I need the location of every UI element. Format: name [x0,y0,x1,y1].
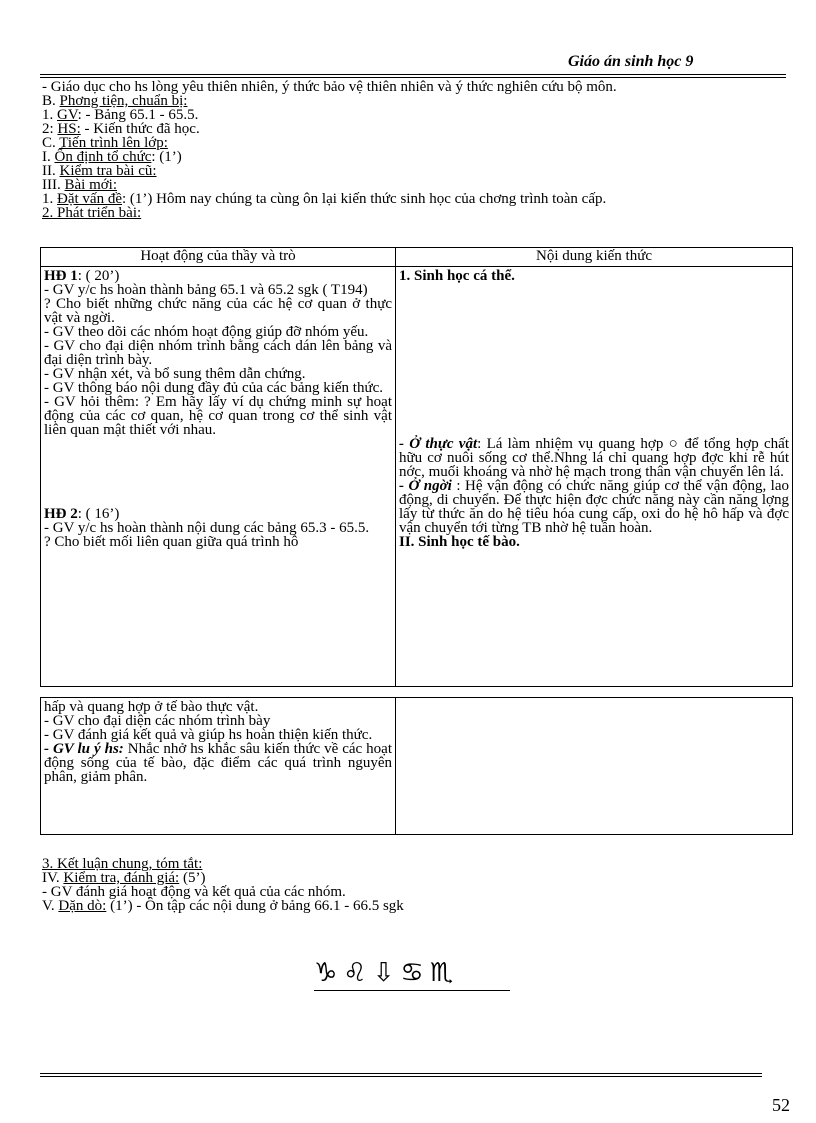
section-cell-biology: II. Sinh học tế bào. [399,534,520,550]
content-cell-continued [396,698,793,835]
hd1-heading: HĐ 1: ( 20’) [44,269,120,284]
continued-line: - GV cho đại diện các nhóm trình bày [44,713,271,729]
homework-line: V. Dặn dò: (1’) - Ôn tập các nội dung ở bảng 66.1 - 66.5 sgk [42,898,404,914]
activities-table [40,247,793,687]
hd1-line: - GV thông báo nội dung đầy đủ của các bảng kiến thức. [44,380,384,396]
continued-line: hấp và quang hợp ở tế bào thực vật. [44,699,259,715]
teacher-note: - GV lu ý hs: Nhắc nhở hs khắc sâu kiến thức về các hoạt động sống của tế bào, đặc điểm các quá trình nguyên phân, giảm phân. [44,741,392,785]
hd1-line: - GV theo dõi các nhóm hoạt động giúp đỡ nhóm yếu. [44,324,369,340]
develop-lesson-line: 2. Phát triển bài: [42,205,142,221]
hd2-line: ? Cho biết mối liên quan giữa quá trình hô [44,534,299,550]
hd1-line: - GV hỏi thêm: ? Em hãy lấy ví dụ chứng minh sự hoạt động của các cơ quan, hệ cơ quan trong cơ thể sinh vật liên quan mật thiết với nhau. [44,394,392,438]
footer-rule [40,1073,762,1074]
col-header-activities: Hoạt động của thầy và trò [41,248,396,267]
header-title: Giáo án sinh học 9 [568,53,694,70]
closing-section [42,857,786,913]
header-rule [40,77,786,78]
student-prep-line: 2: HS: - Kiến thức đã học. [42,121,200,137]
hd1-line: - GV nhận xét, và bổ sung thêm dẫn chứng. [44,366,306,382]
intro-section [42,80,786,220]
review-line: II. Kiểm tra bài cũ: [42,163,157,179]
content-cell [396,267,793,687]
footer-rule [40,1076,762,1077]
continued-line: - GV đánh giá kết quả và giúp hs hoàn thiện kiến thức. [44,727,373,743]
teacher-prep-line: 1. GV: - Bảng 65.1 - 65.5. [42,107,199,123]
symbols-underline [314,990,510,991]
conclusion-line: 3. Kết luận chung, tóm tắt: [42,856,203,872]
new-lesson-line: III. Bài mới: [42,177,118,193]
organize-line: I. Ổn định tổ chức: (1’) [42,149,182,165]
assessment-line: IV. Kiểm tra, đánh giá: (5’) [42,870,206,886]
col-header-content: Nội dung kiến thức [396,248,793,267]
page-number: 52 [772,1095,790,1115]
hd1-line: ? Cho biết những chức năng của các hệ cơ quan ở thực vật và ngời. [44,296,392,326]
section-b-heading: B. Phơng tiện, chuẩn bị: [42,93,188,109]
hd1-line: - GV cho đại diện nhóm trình bằng cách dán lên bảng và đại diện trình bày. [44,338,392,368]
assessment-detail-line: - GV đánh giá hoạt động và kết quả của các nhóm. [42,884,346,900]
objective-line: - Giáo dục cho hs lòng yêu thiên nhiên, ý thức bảo vệ thiên nhiên và ý thức nghiên cứu bộ môn. [42,79,617,95]
humans-paragraph: - Ở ngời : Hệ vận động có chức năng giúp cơ thể vận động, lao động, di chuyển. Để thực hiện đợc chức năng này cần năng lợng lấy từ thức ăn do hệ tiêu hóa cung cấp, oxi do hệ hô hấp và đợc vận chuyển tới từng TB nhờ hệ tuần hoàn. [399,478,789,536]
hd2-line: - GV y/c hs hoàn thành nội dung các bảng 65.3 - 65.5. [44,520,370,536]
hd1-line: - GV y/c hs hoàn thành bảng 65.1 và 65.2 sgk ( T194) [44,282,368,298]
section-c-heading: C. Tiến trình lên lớp: [42,135,168,151]
decorative-symbols: ♑♌⇩♋♏ [314,958,460,988]
hd2-heading: HĐ 2: ( 16’) [44,506,120,522]
introduction-line: 1. Đặt vấn đề: (1’) Hôm nay chúng ta cùng ôn lại kiến thức sinh học của chơng trình toàn cấp. [42,191,607,207]
plants-paragraph: - Ở thực vật: Lá làm nhiệm vụ quang hợp ○ để tổng hợp chất hữu cơ nuôi sống cơ thể.Nhng lá chỉ quang hợp đợc khi rễ hút nớc, muối khoáng và nhờ hệ mạch trong thân vận chuyển lên lá. [399,436,789,480]
header-rule [40,74,786,75]
activities-table-continued [40,697,793,835]
activities-cell-continued [41,698,396,835]
activities-cell [41,267,396,687]
section-individual-biology: 1. Sinh học cá thể. [399,269,515,284]
